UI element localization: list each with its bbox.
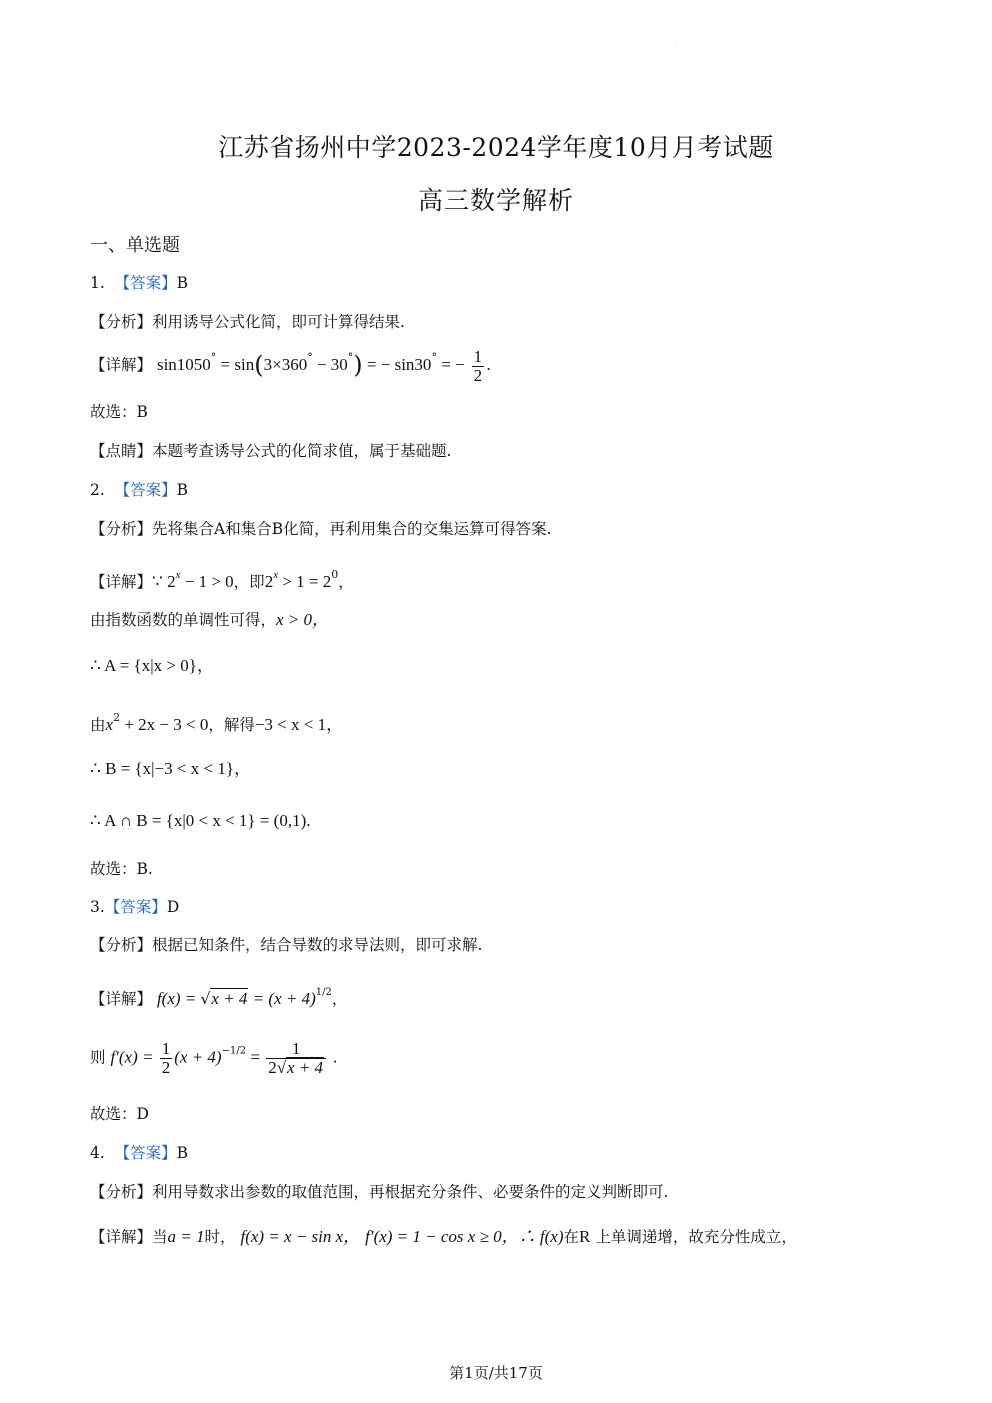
q3-answer-line: 3.【答案】D [90,898,180,916]
q2-detail-3: ∴ A = {x|x > 0}， [90,656,214,675]
q2-detail-6: ∴ A ∩ B = {x|0 < x < 1} = (0,1). [90,811,311,830]
page-subtitle: 高三数学解析 [417,186,574,215]
q4-answer-line: 4. 【答案】B [90,1144,189,1162]
q1-detail: 【详解】 sin1050° = sin(3×360° − 30°) = − sin30° = − $\frac{1}{2}$ . [90,346,491,385]
q2-detail-1: 【详解】∵ $2^x - 1 > 0$，即$2^x > 1 = 2^0$， [90,568,354,591]
q1-analysis: 【分析】利用诱导公式化简，即可计算得结果. [90,313,405,331]
q3-detail-1: 【详解】 $f(x) = √x + 4 = (x + 4)^{1/2}$， [90,987,348,1008]
q1-answer-line: 1. 【答案】B [90,274,189,292]
q2-answer-line: 2. 【答案】B [90,481,189,499]
q2-detail-2: 由指数函数的单调性可得，x > 0， [90,610,330,629]
section-heading: 一、单选题 [90,235,180,256]
q3-analysis: 【分析】根据已知条件，结合导数的求导法则，即可求解. [90,936,483,954]
q3-choice: 故选：D [90,1105,149,1123]
q2-detail-5: ∴ B = {x|−3 < x < 1}， [90,759,251,778]
q4-analysis: 【分析】利用导数求出参数的取值范围，再根据充分条件、必要条件的定义判断即可. [90,1183,669,1201]
q1-choice: 故选：B [90,403,148,421]
q3-detail-2: 则 f′(x) = $\frac{1}{2}$ $(x + 4)^{-1/2}$ = $\frac{1}{2√x + 4}$ . [90,1039,338,1077]
q2-analysis: 【分析】先将集合A和集合B化简，再利用集合的交集运算可得答案. [90,520,552,538]
q4-detail: 【详解】当a = 1时， f(x) = x − sin x， f′(x) = 1 − cos x ≥ 0，∴ f(x)在R 上单调递增，故充分性成立， [90,1227,797,1246]
q2-detail-4: 由$x^2 + 2x - 3 < 0$，解得−3 < x < 1， [90,711,344,734]
derivative-fraction: $\frac{1}{2√x + 4}$ [266,1040,326,1077]
page-footer: 第1页/共17页 [449,1364,543,1382]
page-title: 江苏省扬州中学2023-2024学年度10月月考试题 [218,133,774,162]
q1-note: 【点睛】本题考查诱导公式的化简求值，属于基础题. [90,442,452,460]
scan-mark: . [675,40,677,47]
q2-choice: 故选：B. [90,860,153,878]
fraction-one-half: $\frac{1}{2}$ [473,346,483,385]
